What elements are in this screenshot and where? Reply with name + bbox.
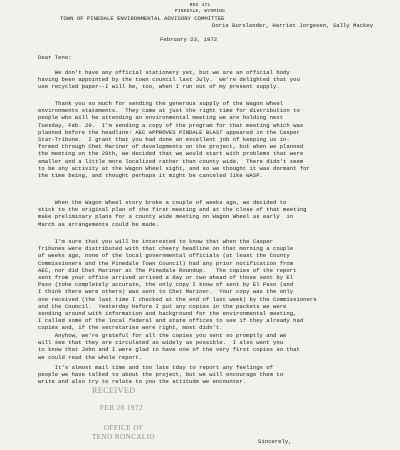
received-stamp-label: RECEIVED [92,386,136,395]
paragraph-4: I'm sure that you will be interested to know that when the Casper Tribunes were distributed with that cheery headline on that morning a couple of weeks ago, none of the local governmental officials (at least the County Commissioners and the Pinedale Town Council) had any prior notification from AEC, nor did Chet Mariner at The Pinedale Roundup. The copies of the report sent from your office arrived arrived a day or two ahead of those sent by El Paso (tohe completely accurate, the only copy I know of sent by El Paso (and I think there were others) was sent to Chet Mariner. Your copy was the only one received (the last time I checked at the end of last week) by the Commissioners and the Council. Yesterday before I put any copies in the packets we were sending around with information and background for the environmental meeting, I called some of the local federal and state offices to see if they already had copies and, if the secretaries were right, most didn't. [38,238,317,332]
paragraph-5: Anyhow, we're grateful for all the copies you sent so promptly and we will see that they are circulated as widely as possible. I also want you to know that John and I were glad to have one of the very first copies so that we could read the whole report. [38,332,300,361]
organization-name: TOWN OF PINEDALE ENVIRONMENTAL ADVISORY COMMITTEE [60,15,225,22]
closing: Sincerely, [258,438,292,445]
received-stamp-name: TENO RONCALIO [92,433,156,441]
letter-date: February 23, 1972 [160,36,218,43]
paragraph-1: We don't have any official stationery yet, but we are an official body having been appointed by the town council last July. We're delighted that you use recycled paper--I will be, too, when I run out of my present supply. [38,69,300,91]
box-number: BOX 471 [189,3,211,8]
paragraph-2: Thank you so much for sending the generous supply of the Wagon Wheel environments statements. They came at just the right time for distribution to people who will be attending an environmental meeting we are holding next Tuesday, Feb. 29. I'm sending a copy of the program for that meeting which was planned before the headline: AEC APPROVES PINDALE BLAST appeared in the Casper Star-Tribune. I grant that you had done an excellent job of keeping us in- formed through Chet Mariner of developments on the project, but when we planned the meeting on the 29th, we decided that we would start with problems that were smaller and a little more localized rather than county wide. There didn't seem to be any activity at the Wagon Wheel sight, and so we thought it was dormant for the time being, and thought perhaps it might be canceled like WASP. [38,100,310,180]
letterhead-location: PINEDALE, WYOMING [174,9,226,14]
paragraph-3: When the Wagon Wheel story broke a couple of weeks ago, we decided to stick to the original plan of the first meeting and at the close of that meeting make preliminary plans for a county wide meeting on Wagon Wheel as early in March as arrangements could be made. [38,199,307,228]
paragraph-6: It's almost mail time and too late tday to report any feelings of people we have talked to about the project, but we will encourage them to write and also try to relate to you the attitude we encounter. [38,364,284,386]
salutation: Dear Teno: [38,54,72,61]
committee-members: Doris Burslander, Harriet Jorgesen, Sally Mackey [212,22,374,29]
received-stamp-office: OFFICE OF [104,424,144,432]
received-stamp-date: FEB 28 1972 [100,404,143,412]
